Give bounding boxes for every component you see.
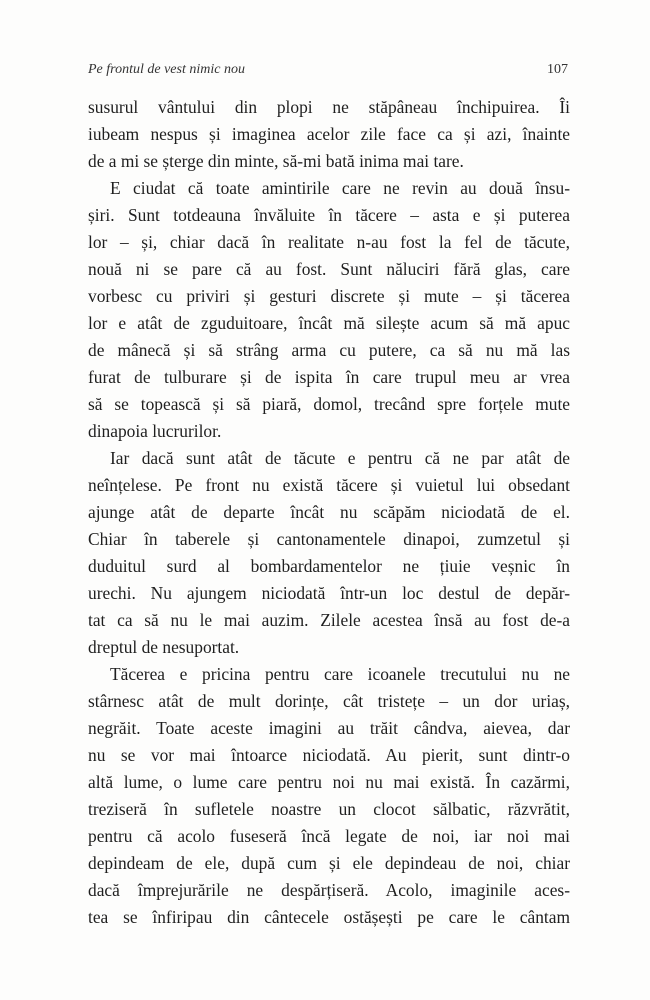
text-line: Chiar în taberele și cantonamentele dinapoi, zumzetul și (88, 529, 570, 549)
text-line: E ciudat că toate amintirile care ne revin au două însu- (110, 178, 570, 198)
text-line: iubeam nespus și imaginea acelor zile face ca și azi, înainte (88, 124, 570, 144)
text-line: să se topească și să piară, domol, trecând spre forțele mute (88, 394, 570, 414)
text-line: dacă împrejurările ne despărțiseră. Acolo, imaginile aces- (88, 880, 570, 900)
text-line: Tăcerea e pricina pentru care icoanele trecutului nu ne (110, 664, 570, 684)
text-line: Iar dacă sunt atât de tăcute e pentru că ne par atât de (110, 448, 570, 468)
text-line: șiri. Sunt totdeauna învăluite în tăcere – asta e și puterea (88, 205, 570, 225)
paragraph (88, 175, 570, 445)
text-line: tat ca să nu le mai auzim. Zilele acestea însă au fost de-a (88, 610, 570, 630)
paragraph (88, 94, 570, 175)
running-title: Pe frontul de vest nimic nou (88, 62, 245, 77)
text-line: vorbesc cu priviri și gesturi discrete și mute – și tăcerea (88, 286, 570, 306)
page-number: 107 (547, 62, 568, 77)
text-line: stârnesc atât de mult dorințe, cât tristețe – un dor uriaș, (88, 691, 570, 711)
text-line: nouă ni se pare că au fost. Sunt năluciri fără glas, care (88, 259, 570, 279)
body-text (88, 94, 570, 931)
text-line: depindeam de ele, după cum și ele depindeau de noi, chiar (88, 853, 570, 873)
text-line: neînțelese. Pe front nu există tăcere și vuietul lui obsedant (88, 475, 570, 495)
text-line: furat de tulburare și de ispita în care trupul meu ar vrea (88, 367, 570, 387)
text-line: de a mi se șterge din minte, să-mi bată inima mai tare. (88, 151, 464, 171)
text-line: treziseră în sufletele noastre un clocot sălbatic, răzvrătit, (88, 799, 570, 819)
paragraph (88, 445, 570, 661)
text-line: dreptul de nesuportat. (88, 637, 240, 657)
text-line: lor – și, chiar dacă în realitate n-au fost la fel de tăcute, (88, 232, 570, 252)
text-line: susurul vântului din plopi ne stăpâneau închipuirea. Îi (88, 97, 570, 117)
text-line: ajunge atât de departe încât nu scăpăm niciodată de el. (88, 502, 570, 522)
text-line: de mânecă și să strâng arma cu putere, ca să nu mă las (88, 340, 570, 360)
paragraph (88, 661, 570, 931)
text-line: dinapoia lucrurilor. (88, 421, 222, 441)
text-line: altă lume, o lume care pentru noi nu mai există. În cazărmi, (88, 772, 570, 792)
running-head (88, 62, 568, 82)
text-line: negrăit. Toate aceste imagini au trăit cândva, aievea, dar (88, 718, 570, 738)
text-line: duduitul surd al bombardamentelor ne țiuie veșnic în (88, 556, 570, 576)
text-line: tea se înfiripau din cântecele ostășești pe care le cântam (88, 907, 570, 927)
text-line: nu se vor mai întoarce niciodată. Au pierit, sunt dintr-o (88, 745, 570, 765)
text-line: urechi. Nu ajungem niciodată într-un loc destul de depăr- (88, 583, 570, 603)
text-line: lor e atât de zguduitoare, încât mă silește acum să mă apuc (88, 313, 570, 333)
text-line: pentru că acolo fuseseră încă legate de noi, iar noi mai (88, 826, 570, 846)
